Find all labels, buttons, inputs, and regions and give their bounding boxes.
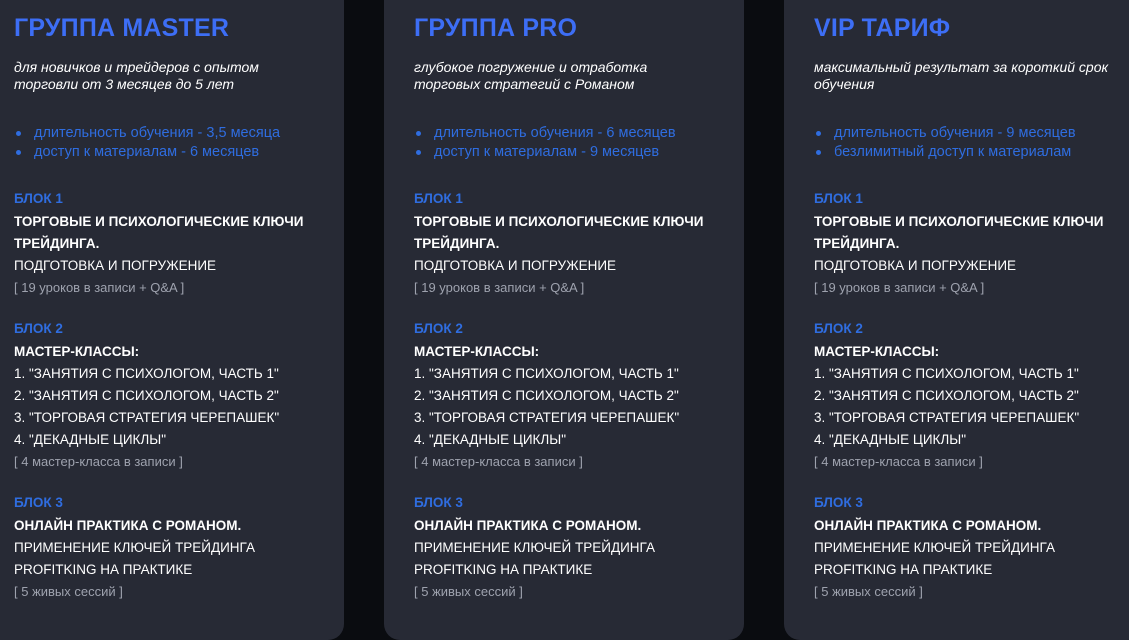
block-heading-line: ТРЕЙДИНГА.	[814, 236, 900, 251]
block-note: [ 19 уроков в записи + Q&A ]	[14, 280, 185, 295]
block-heading-line: ТОРГОВЫЕ И ПСИХОЛОГИЧЕСКИЕ КЛЮЧИ	[814, 214, 1104, 229]
plan-title: VIP ТАРИФ	[814, 14, 951, 42]
program-block	[14, 495, 255, 602]
block-note: [ 4 мастер-класса в записи ]	[814, 454, 983, 469]
block-label: БЛОК 1	[14, 191, 63, 206]
plan-title: ГРУППА PRO	[414, 14, 578, 42]
block-line: ПРИМЕНЕНИЕ КЛЮЧЕЙ ТРЕЙДИНГА	[414, 540, 655, 555]
feature-item: длительность обучения - 9 месяцев	[814, 124, 1076, 143]
plan-title: ГРУППА MASTER	[14, 14, 230, 42]
block-note: [ 19 уроков в записи + Q&A ]	[414, 280, 585, 295]
block-heading-line: ОНЛАЙН ПРАКТИКА С РОМАНОМ.	[14, 518, 242, 533]
block-line: ПОДГОТОВКА И ПОГРУЖЕНИЕ	[414, 258, 617, 273]
feature-item: безлимитный доступ к материалам	[814, 143, 1076, 162]
block-line: ПРИМЕНЕНИЕ КЛЮЧЕЙ ТРЕЙДИНГА	[814, 540, 1055, 555]
block-heading-line: ТРЕЙДИНГА.	[14, 236, 100, 251]
program-block	[14, 191, 303, 298]
program-block	[414, 191, 703, 298]
plan-features	[14, 124, 280, 162]
block-line: 2. "ЗАНЯТИЯ С ПСИХОЛОГОМ, ЧАСТЬ 2"	[814, 388, 1079, 403]
program-block	[814, 321, 1079, 472]
block-label: БЛОК 1	[414, 191, 463, 206]
block-line: 2. "ЗАНЯТИЯ С ПСИХОЛОГОМ, ЧАСТЬ 2"	[414, 388, 679, 403]
block-line: ПРИМЕНЕНИЕ КЛЮЧЕЙ ТРЕЙДИНГА	[14, 540, 255, 555]
block-line: 4. "ДЕКАДНЫЕ ЦИКЛЫ"	[814, 432, 967, 447]
block-heading-line: ОНЛАЙН ПРАКТИКА С РОМАНОМ.	[814, 518, 1042, 533]
program-block	[414, 495, 655, 602]
block-heading	[814, 211, 1103, 255]
feature-item: длительность обучения - 6 месяцев	[414, 124, 676, 143]
block-note: [ 4 мастер-класса в записи ]	[414, 454, 583, 469]
block-line: 3. "ТОРГОВАЯ СТРАТЕГИЯ ЧЕРЕПАШЕК"	[14, 410, 280, 425]
block-line: 1. "ЗАНЯТИЯ С ПСИХОЛОГОМ, ЧАСТЬ 1"	[414, 366, 679, 381]
block-heading-line: МАСТЕР-КЛАССЫ:	[14, 344, 140, 359]
block-note: [ 19 уроков в записи + Q&A ]	[814, 280, 985, 295]
block-label: БЛОК 3	[814, 495, 863, 510]
program-block	[414, 321, 679, 472]
block-line: PROFITKING НА ПРАКТИКЕ	[414, 562, 593, 577]
plan-subtitle: для новичков и трейдеров с опытом торговли от 3 месяцев до 5 лет	[14, 59, 259, 92]
block-heading-line: ТРЕЙДИНГА.	[414, 236, 500, 251]
block-note: [ 5 живых сессий ]	[414, 584, 523, 599]
block-line: 2. "ЗАНЯТИЯ С ПСИХОЛОГОМ, ЧАСТЬ 2"	[14, 388, 279, 403]
block-heading-line: ТОРГОВЫЕ И ПСИХОЛОГИЧЕСКИЕ КЛЮЧИ	[14, 214, 304, 229]
plan-card	[0, 0, 344, 640]
program-block	[814, 191, 1103, 298]
plan-subtitle: глубокое погружение и отработка торговых стратегий с Романом	[414, 59, 648, 92]
feature-item: доступ к материалам - 9 месяцев	[414, 143, 676, 162]
block-line: 3. "ТОРГОВАЯ СТРАТЕГИЯ ЧЕРЕПАШЕК"	[814, 410, 1080, 425]
block-note: [ 4 мастер-класса в записи ]	[14, 454, 183, 469]
block-label: БЛОК 2	[14, 321, 63, 336]
plan-subtitle: максимальный результат за короткий срок обучения	[814, 59, 1109, 92]
block-heading-line: МАСТЕР-КЛАССЫ:	[814, 344, 940, 359]
block-heading-line: МАСТЕР-КЛАССЫ:	[414, 344, 540, 359]
plan-card	[784, 0, 1129, 640]
block-line: ПОДГОТОВКА И ПОГРУЖЕНИЕ	[14, 258, 217, 273]
block-heading-line: ОНЛАЙН ПРАКТИКА С РОМАНОМ.	[414, 518, 642, 533]
block-line: 1. "ЗАНЯТИЯ С ПСИХОЛОГОМ, ЧАСТЬ 1"	[814, 366, 1079, 381]
block-label: БЛОК 2	[814, 321, 863, 336]
block-label: БЛОК 3	[14, 495, 63, 510]
block-label: БЛОК 2	[414, 321, 463, 336]
block-heading	[14, 341, 279, 363]
block-label: БЛОК 1	[814, 191, 863, 206]
block-heading	[14, 211, 303, 255]
block-heading	[814, 515, 1055, 537]
block-line: 4. "ДЕКАДНЫЕ ЦИКЛЫ"	[414, 432, 567, 447]
block-heading-line: ТОРГОВЫЕ И ПСИХОЛОГИЧЕСКИЕ КЛЮЧИ	[414, 214, 704, 229]
block-line: 1. "ЗАНЯТИЯ С ПСИХОЛОГОМ, ЧАСТЬ 1"	[14, 366, 279, 381]
block-line: PROFITKING НА ПРАКТИКЕ	[814, 562, 993, 577]
plan-card	[384, 0, 744, 640]
block-line: PROFITKING НА ПРАКТИКЕ	[14, 562, 193, 577]
block-line: 4. "ДЕКАДНЫЕ ЦИКЛЫ"	[14, 432, 167, 447]
block-heading	[14, 515, 255, 537]
block-line: 3. "ТОРГОВАЯ СТРАТЕГИЯ ЧЕРЕПАШЕК"	[414, 410, 680, 425]
program-block	[814, 495, 1055, 602]
block-note: [ 5 живых сессий ]	[814, 584, 923, 599]
plan-features	[414, 124, 676, 162]
feature-item: длительность обучения - 3,5 месяца	[14, 124, 280, 143]
block-line: ПОДГОТОВКА И ПОГРУЖЕНИЕ	[814, 258, 1017, 273]
plan-features	[814, 124, 1076, 162]
block-heading	[414, 515, 655, 537]
block-label: БЛОК 3	[414, 495, 463, 510]
block-note: [ 5 живых сессий ]	[14, 584, 123, 599]
block-heading	[814, 341, 1079, 363]
block-heading	[414, 211, 703, 255]
block-heading	[414, 341, 679, 363]
program-block	[14, 321, 279, 472]
feature-item: доступ к материалам - 6 месяцев	[14, 143, 280, 162]
